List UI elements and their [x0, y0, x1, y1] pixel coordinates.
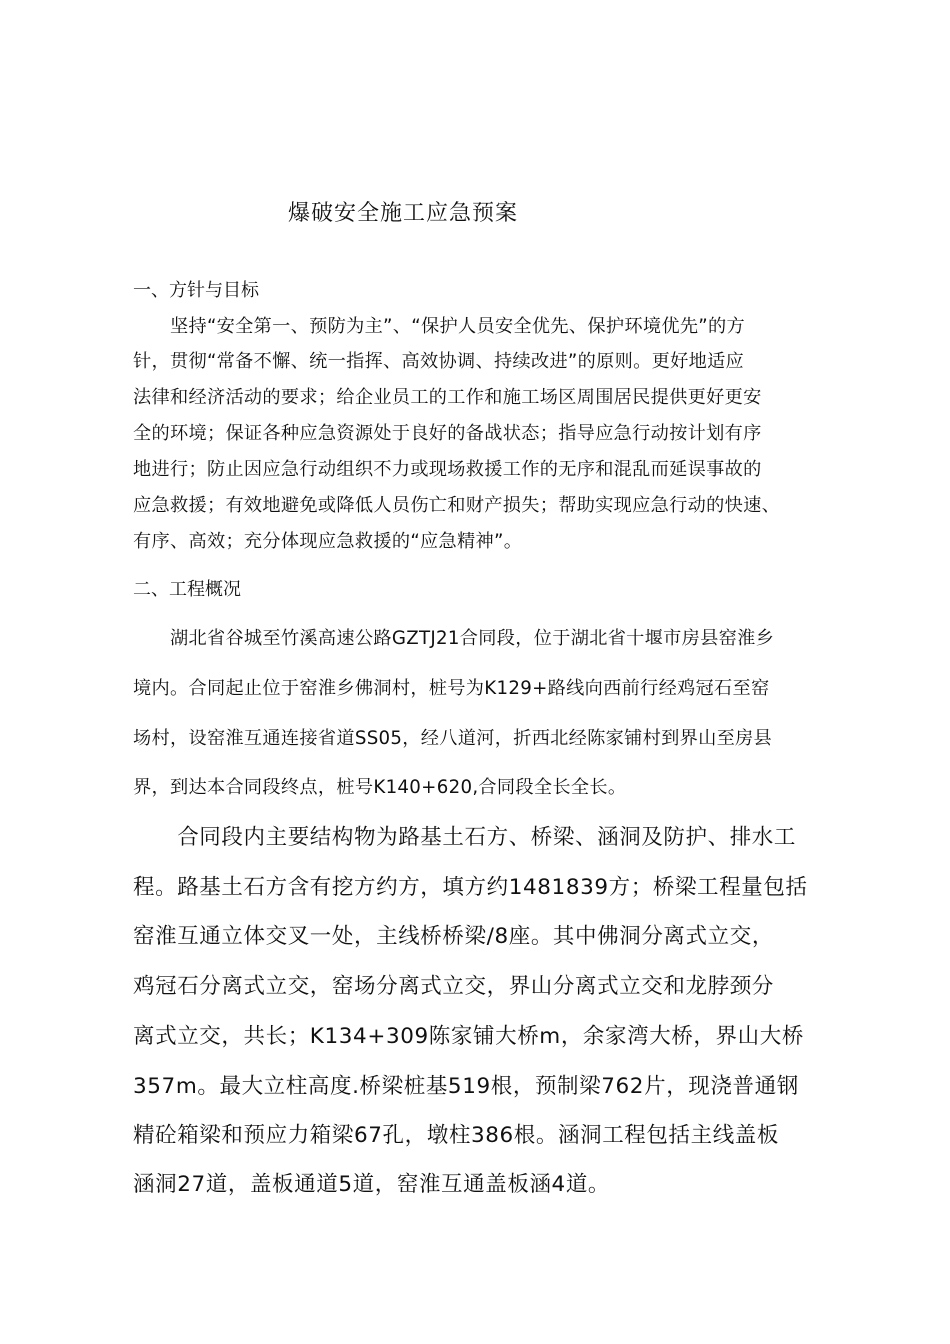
text-line: 境内。合同起止位于窑淮乡佛洞村，桩号为K129+路线向西前行经鸡冠石至窑 — [133, 678, 770, 699]
text-line: 针，贯彻“常备不懈、统一指挥、高效协调、持续改进”的原则。更好地适应 — [133, 351, 745, 372]
text-line: 界，到达本合同段终点，桩号K140+620,合同段全长全长。 — [133, 777, 627, 798]
text-line: 涵洞27道，盖板通道5道，窑淮互通盖板涵4道。 — [133, 1172, 611, 1197]
text-line: 窑淮互通立体交叉一处，主线桥桥梁/8座。其中佛洞分离式立交， — [133, 924, 774, 949]
section-heading-overview: 二、工程概况 — [133, 579, 241, 600]
text-line: 应急救援；有效地避免或降低人员伤亡和财产损失；帮助实现应急行动的快速、 — [133, 495, 781, 516]
text-line: 鸡冠石分离式立交，窑场分离式立交，界山分离式立交和龙脖颈分 — [133, 974, 774, 999]
section-heading-policy: 一、方针与目标 — [133, 280, 259, 301]
text-line: 地进行；防止因应急行动组织不力或现场救援工作的无序和混乱而延误事故的 — [133, 459, 762, 480]
text-line: 357m。最大立柱高度.桥梁桩基519根，预制梁762片，现浇普通钢 — [133, 1074, 799, 1099]
text-line: 离式立交，共长；K134+309陈家铺大桥m，余家湾大桥，界山大桥 — [133, 1024, 804, 1049]
text-line: 坚持“安全第一、预防为主”、“保护人员安全优先、保护环境优先”的方 — [133, 316, 746, 337]
text-line: 场村，设窑淮互通连接省道SS05，经八道河，折西北经陈家铺村到界山至房县 — [133, 728, 773, 749]
text-line: 合同段内主要结构物为路基土石方、桥梁、涵洞及防护、排水工 — [133, 825, 797, 850]
text-line: 有序、高效；充分体现应急救援的“应急精神”。 — [133, 531, 523, 552]
document-title: 爆破安全施工应急预案 — [288, 201, 519, 226]
text-line: 精砼箱梁和预应力箱梁67孔，墩柱386根。涵洞工程包括主线盖板 — [133, 1123, 779, 1148]
text-line: 湖北省谷城至竹溪高速公路GZTJ21合同段，位于湖北省十堰市房县窑淮乡 — [133, 628, 775, 649]
text-line: 程。路基土石方含有挖方约方，填方约1481839方；桥梁工程量包括 — [133, 875, 808, 900]
text-line: 法律和经济活动的要求；给企业员工的工作和施工场区周围居民提供更好更安 — [133, 387, 762, 408]
text-line: 全的环境；保证各种应急资源处于良好的备战状态；指导应急行动按计划有序 — [133, 423, 762, 444]
